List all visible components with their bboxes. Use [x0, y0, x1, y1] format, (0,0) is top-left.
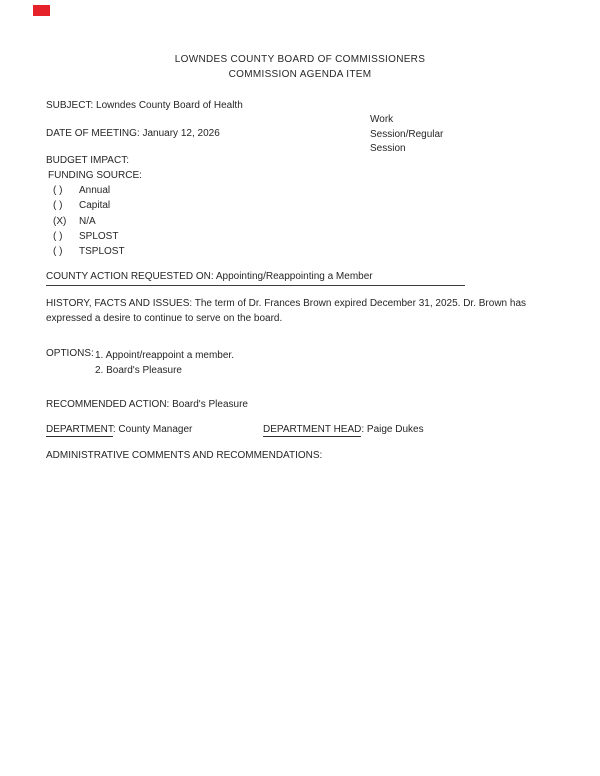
funding-option-label: TSPLOST [79, 246, 125, 257]
department-label: DEPARTMENT [46, 424, 113, 435]
checkbox-marker: ( ) [53, 185, 63, 196]
page-title-line1: LOWNDES COUNTY BOARD OF COMMISSIONERS [174, 54, 426, 65]
funding-option-label: Capital [79, 200, 111, 211]
funding-option-splost [53, 231, 118, 243]
checkbox-marker-checked: (X) [53, 216, 67, 227]
subject-line: SUBJECT: Lowndes County Board of Health [46, 100, 243, 111]
department-head-line [263, 424, 424, 436]
department-head-label: DEPARTMENT HEAD [263, 424, 362, 435]
red-annotation-mark [33, 5, 50, 16]
checkbox-marker: ( ) [53, 200, 63, 211]
checkbox-marker: ( ) [53, 231, 63, 242]
funding-option-label: SPLOST [79, 231, 119, 242]
funding-source-label: FUNDING SOURCE: [48, 170, 142, 181]
funding-option-na [53, 216, 96, 228]
meeting-type-block [370, 113, 443, 157]
checkbox-marker: ( ) [53, 246, 63, 257]
options-list [95, 348, 234, 379]
option-item-1: 1. Appoint/reappoint a member. [95, 350, 234, 361]
history-line: expressed a desire to continue to serve on the board. [46, 313, 283, 325]
funding-option-tsplost [53, 246, 125, 258]
funding-option-capital [53, 200, 110, 212]
budget-impact-label: BUDGET IMPACT: [46, 155, 129, 166]
options-label: OPTIONS: [46, 348, 94, 359]
funding-option-label: Annual [79, 185, 111, 196]
department-line [46, 424, 192, 436]
meeting-type-line: Session/Regular [370, 128, 444, 140]
administrative-comments-label: ADMINISTRATIVE COMMENTS AND RECOMMENDATIONS: [46, 450, 323, 461]
history-facts-issues-paragraph [46, 296, 526, 326]
county-action-requested-line: COUNTY ACTION REQUESTED ON: Appointing/Reappointing a Member [46, 271, 465, 286]
meeting-type-line: Work [370, 114, 394, 125]
option-item-2: 2. Board's Pleasure [95, 365, 182, 377]
history-line: HISTORY, FACTS AND ISSUES: The term of Dr. Frances Brown expired December 31, 2025. Dr. Brown has [46, 298, 527, 309]
meeting-type-line: Session [370, 143, 406, 155]
date-of-meeting-line: DATE OF MEETING: January 12, 2026 [46, 128, 220, 139]
department-head-value: : Paige Dukes [361, 424, 424, 435]
funding-option-annual [53, 185, 110, 197]
recommended-action-line: RECOMMENDED ACTION: Board's Pleasure [46, 399, 248, 410]
department-value: : County Manager [112, 424, 193, 435]
funding-option-label: N/A [79, 216, 96, 227]
page-title-line2: COMMISSION AGENDA ITEM [228, 69, 372, 80]
